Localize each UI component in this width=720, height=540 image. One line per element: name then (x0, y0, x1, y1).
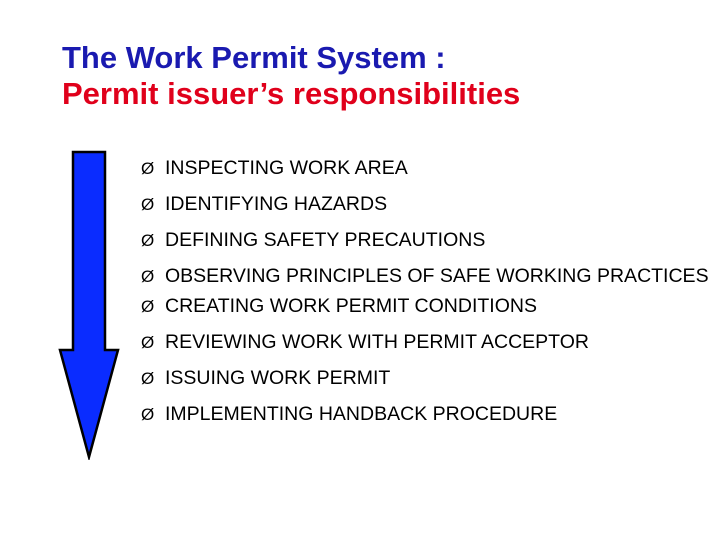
bullet-arrow-icon: Ø (141, 195, 155, 214)
bullet-arrow-icon: Ø (141, 267, 155, 286)
list-item (141, 402, 711, 427)
list-item-text: REVIEWING WORK WITH PERMIT ACCEPTOR (165, 331, 589, 353)
title-line-1: The Work Permit System : (62, 40, 446, 75)
title-line-2: Permit issuer’s responsibilities (62, 76, 521, 111)
bullet-arrow-icon: Ø (141, 369, 155, 388)
down-arrow-icon (58, 150, 120, 460)
bullet-arrow-icon: Ø (141, 231, 155, 250)
list-item (141, 156, 711, 181)
list-item-text: CREATING WORK PERMIT CONDITIONS (165, 295, 537, 317)
list-item-text: OBSERVING PRINCIPLES OF SAFE WORKING PRACTICES (165, 265, 709, 287)
list-item (141, 330, 711, 355)
list-item-text: DEFINING SAFETY PRECAUTIONS (165, 229, 486, 251)
list-item (141, 192, 711, 217)
slide-title (62, 40, 520, 112)
list-item-text: IDENTIFYING HAZARDS (165, 193, 388, 215)
bullet-arrow-icon: Ø (141, 405, 155, 424)
list-item-text: IMPLEMENTING HANDBACK PROCEDURE (165, 403, 558, 425)
list-item-text: INSPECTING WORK AREA (165, 157, 408, 179)
list-item (141, 366, 711, 391)
responsibilities-list (141, 156, 711, 438)
list-item (141, 264, 711, 289)
list-item (141, 294, 711, 319)
bullet-arrow-icon: Ø (141, 159, 155, 178)
bullet-arrow-icon: Ø (141, 333, 155, 352)
bullet-arrow-icon: Ø (141, 297, 155, 316)
list-item (141, 228, 711, 253)
list-item-text: ISSUING WORK PERMIT (165, 367, 391, 389)
